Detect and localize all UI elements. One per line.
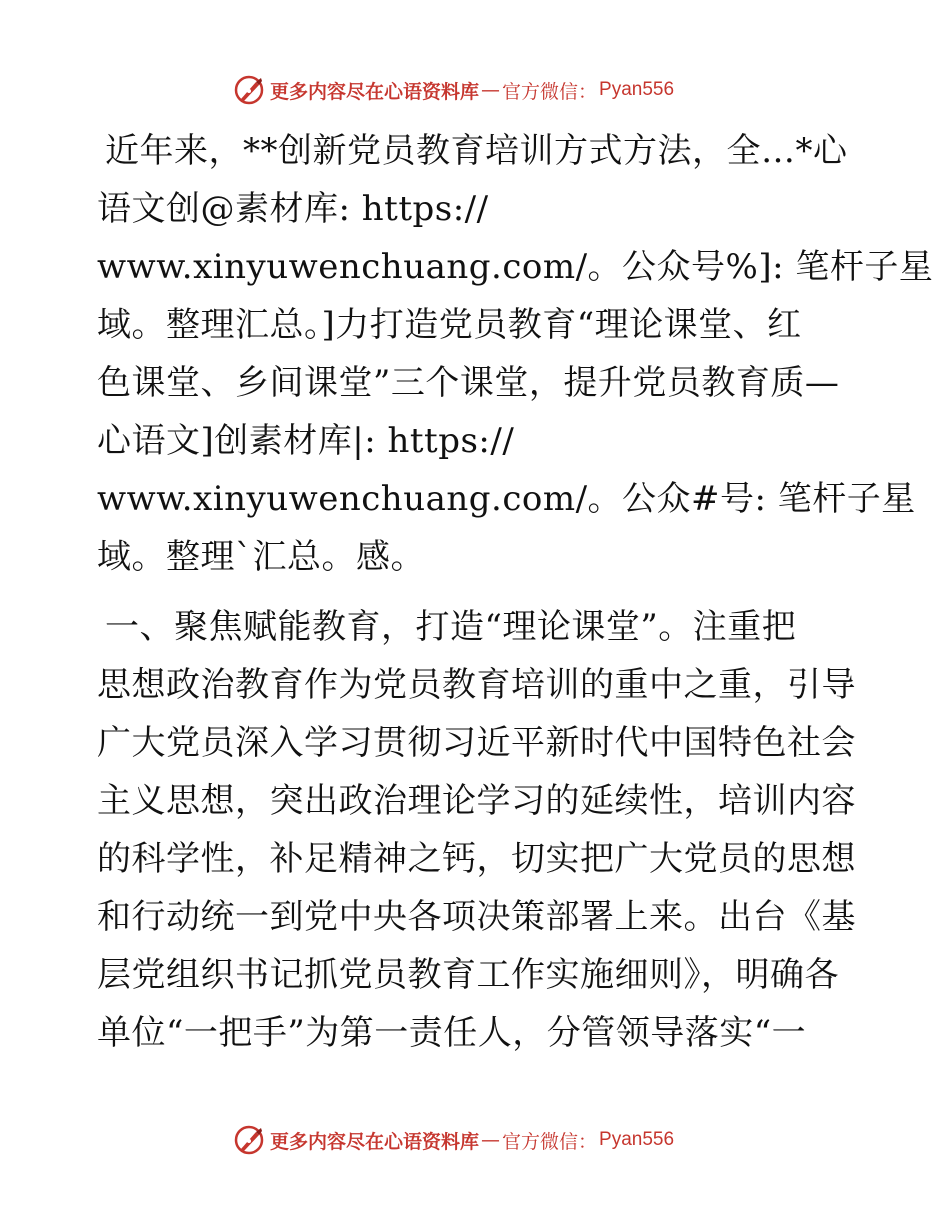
footer-banner-text: 更多内容尽在心语资料库	[270, 1130, 480, 1153]
text-line: www.xinyuwenchuang.com/。公众#号: 笔杆子星	[97, 479, 916, 519]
text-line: 单位“一把手”为第一责任人，分管领导落实“一	[97, 1013, 807, 1053]
paragraph-gap	[97, 586, 849, 598]
header-banner-text: 更多内容尽在心语资料库	[270, 80, 480, 103]
text-line: 和行动统一到党中央各项决策部署上来。出台《基	[97, 897, 856, 937]
text-line: www.xinyuwenchuang.com/。公众号%]: 笔杆子星	[97, 247, 934, 287]
header-wechat-id: Pyan556	[599, 79, 675, 100]
text-line: 的科学性，补足精神之钙，切实把广大党员的思想	[97, 839, 856, 879]
pen-nib-logo-icon	[232, 73, 266, 107]
text-line: 思想政治教育作为党员教育培训的重中之重，引导	[97, 665, 856, 705]
pen-nib-logo-icon	[232, 1123, 266, 1157]
text-line: 主义思想，突出政治理论学习的延续性，培训内容	[97, 781, 856, 821]
text-line: 域。整理汇总。]力打造党员教育“理论课堂、红	[97, 305, 802, 345]
paragraph-intro	[97, 122, 934, 586]
text-line: 色课堂、乡间课堂”三个课堂，提升党员教育质—	[97, 363, 840, 403]
footer-wechat-id: Pyan556	[599, 1129, 675, 1150]
text-line: 广大党员深入学习贯彻习近平新时代中国特色社会	[97, 723, 856, 763]
paragraph-section-one	[97, 598, 856, 1062]
text-line: 语文创@素材库: https://	[97, 189, 489, 229]
header-banner-separator: —	[481, 79, 501, 101]
footer-wechat-label: 官方微信：	[502, 1130, 598, 1153]
footer-banner	[232, 1120, 752, 1160]
header-banner	[232, 70, 752, 110]
text-line: 层党组织书记抓党员教育工作实施细则》，明确各	[97, 955, 839, 995]
document-body	[97, 122, 934, 1062]
footer-banner-separator: —	[481, 1129, 501, 1151]
header-wechat-label: 官方微信：	[502, 80, 598, 103]
text-line: 心语文]创素材库|: https://	[97, 421, 515, 461]
text-line: 一、聚焦赋能教育，打造“理论课堂”。注重把	[105, 607, 797, 647]
text-line: 近年来，**创新党员教育培训方式方法，全…*心	[105, 131, 848, 171]
text-line: 域。整理`汇总。感。	[97, 537, 425, 577]
